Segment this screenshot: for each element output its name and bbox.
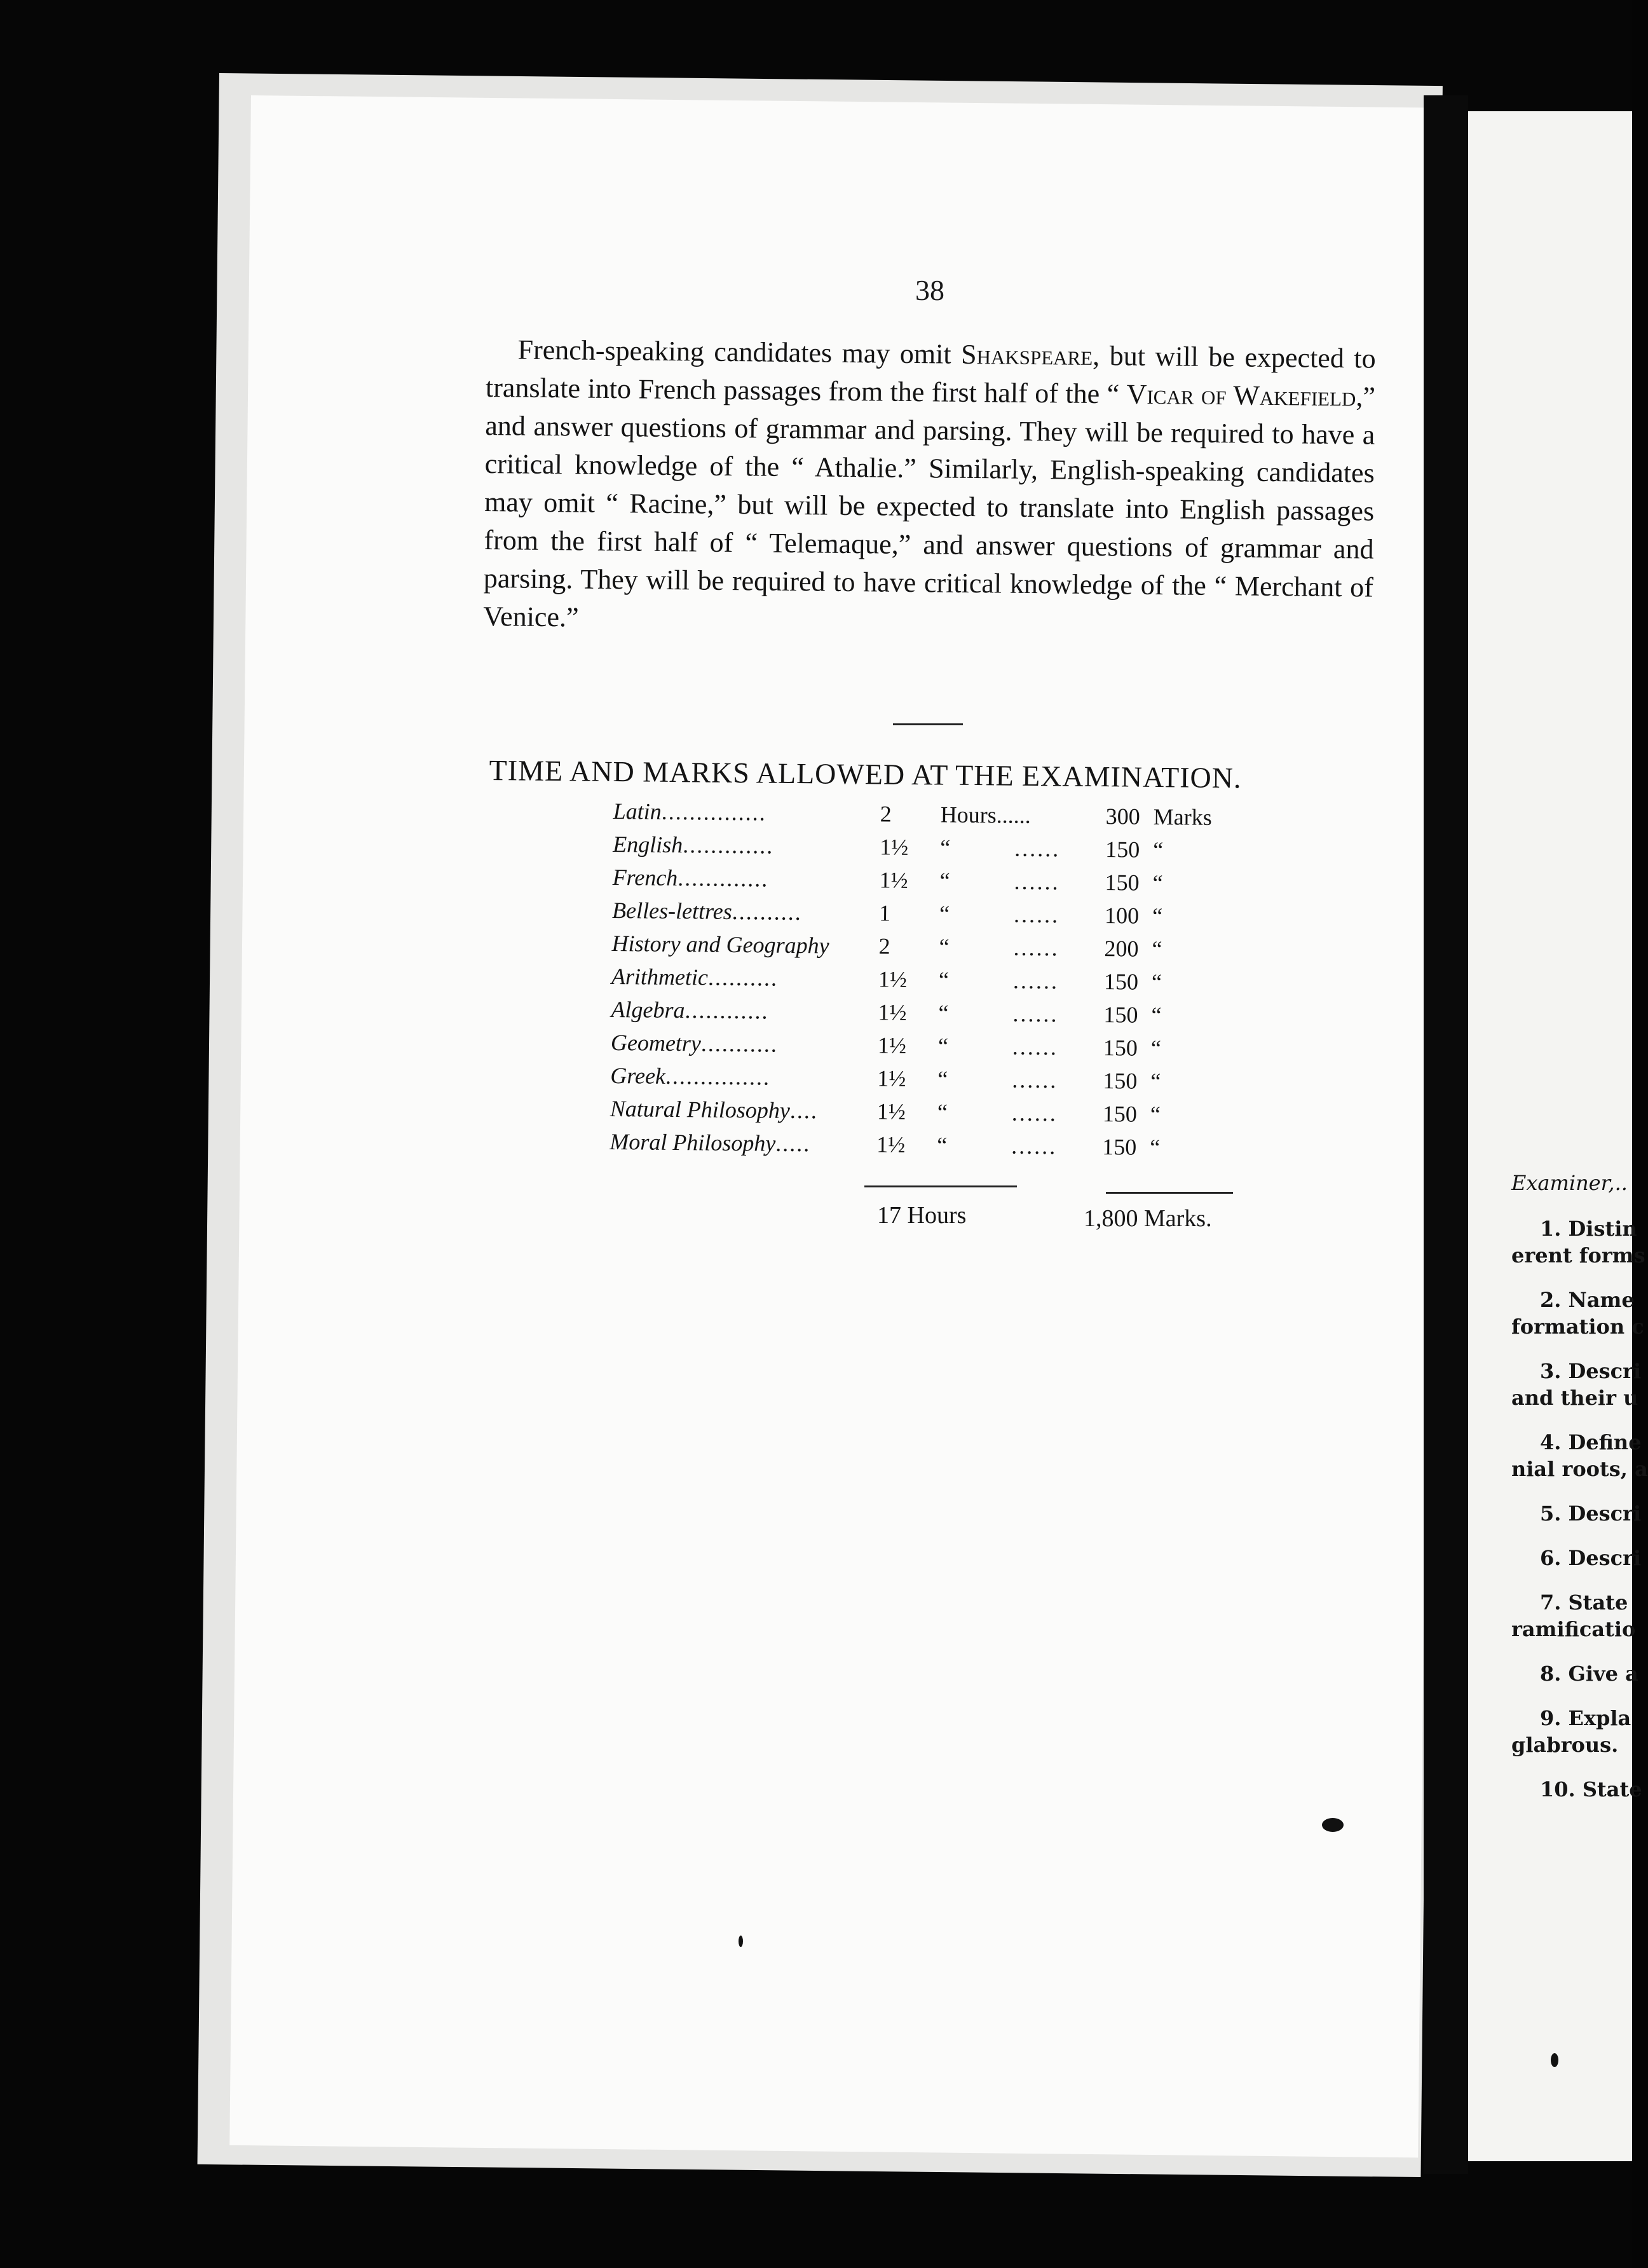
hours-unit: “ bbox=[939, 934, 950, 960]
subject-name: Geometry bbox=[610, 1029, 702, 1056]
hours-unit: “ bbox=[938, 1000, 949, 1026]
subject-cell bbox=[610, 1095, 818, 1124]
hours-unit: “ bbox=[939, 835, 951, 861]
subject-cell bbox=[611, 1029, 778, 1058]
marks-unit: “ bbox=[1150, 1035, 1162, 1062]
marks-unit: “ bbox=[1152, 903, 1163, 929]
table-row bbox=[609, 1128, 1245, 1168]
marks-cell: 150 bbox=[1103, 1002, 1138, 1028]
leader-dots: ...... bbox=[1011, 1133, 1058, 1159]
question-line: 6. Descri bbox=[1540, 1546, 1642, 1570]
leader-dots: ............. bbox=[678, 865, 769, 892]
marks-cell: 150 bbox=[1103, 1035, 1138, 1061]
subject-cell bbox=[610, 1062, 770, 1091]
question-fragment bbox=[1511, 1589, 1636, 1643]
examiner-label: Examiner,.. bbox=[1511, 1171, 1628, 1195]
hours-cell: 1½ bbox=[877, 1032, 907, 1058]
marks-table bbox=[609, 798, 1249, 1168]
leader-dots: ........... bbox=[700, 1030, 779, 1057]
question-line: 10. State bbox=[1540, 1777, 1642, 1801]
subject-name: French bbox=[612, 864, 678, 891]
marks-unit: “ bbox=[1152, 936, 1162, 962]
hours-cell: 2 bbox=[878, 933, 890, 959]
hours-cell: 1½ bbox=[876, 1098, 906, 1124]
hours-cell: 1½ bbox=[876, 1131, 906, 1158]
hours-cell: 1 bbox=[878, 900, 891, 926]
question-fragment bbox=[1511, 1215, 1645, 1269]
subject-name: History and Geography bbox=[611, 930, 829, 959]
subject-name: Greek bbox=[610, 1062, 666, 1089]
leader-dots: ............. bbox=[683, 832, 774, 859]
paragraph-run: French-speaking candidates may omit bbox=[517, 334, 962, 370]
marks-cell: 150 bbox=[1103, 969, 1139, 995]
marks-unit: “ bbox=[1152, 837, 1164, 863]
marks-cell: 150 bbox=[1105, 837, 1140, 863]
leader-dots: ...... bbox=[1014, 835, 1061, 862]
leader-dots: .......... bbox=[707, 964, 779, 991]
subject-name: Latin bbox=[613, 798, 662, 824]
marks-cell: 150 bbox=[1102, 1101, 1138, 1127]
hours-unit: “ bbox=[937, 1132, 948, 1158]
hours-cell: 1½ bbox=[878, 966, 908, 992]
leader-dots: ..... bbox=[775, 1130, 811, 1157]
marks-unit: Marks bbox=[1153, 803, 1212, 830]
question-line: 8. Give a bbox=[1540, 1662, 1638, 1686]
leader-dots: ...... bbox=[1012, 1067, 1058, 1093]
hours-cell: 1½ bbox=[880, 834, 909, 860]
page-number: 38 bbox=[915, 274, 944, 306]
leader-dots: ...... bbox=[1011, 1100, 1058, 1126]
right-page-text bbox=[1511, 1170, 1648, 1821]
leader-dots: ...... bbox=[1012, 1034, 1059, 1060]
question-line: 3. Descri bbox=[1540, 1359, 1642, 1383]
subject-name: Belles-lettres bbox=[611, 897, 732, 924]
leader-dots: ............... bbox=[661, 798, 767, 826]
question-line: ramificatio bbox=[1511, 1617, 1636, 1641]
marks-total: 1,800 Marks. bbox=[1084, 1205, 1212, 1232]
marks-cell: 300 bbox=[1105, 803, 1140, 830]
question-line: 9. Expla bbox=[1540, 1706, 1631, 1730]
hours-unit: “ bbox=[937, 1066, 948, 1092]
marks-cell: 100 bbox=[1104, 903, 1140, 929]
subject-cell bbox=[612, 864, 768, 892]
subject-cell bbox=[609, 1128, 810, 1157]
question-fragment bbox=[1511, 1429, 1648, 1482]
marks-cell: 150 bbox=[1102, 1134, 1137, 1160]
small-caps-title: Shakspeare bbox=[960, 338, 1093, 371]
hours-cell: 1½ bbox=[878, 999, 907, 1025]
question-fragment bbox=[1511, 1500, 1642, 1527]
hours-total: 17 Hours bbox=[877, 1202, 967, 1229]
section-divider bbox=[893, 723, 963, 725]
leader-dots: .......... bbox=[732, 898, 802, 926]
marks-cell: 150 bbox=[1103, 1068, 1138, 1094]
question-line: erent forms bbox=[1511, 1243, 1645, 1267]
hours-cell: 1½ bbox=[877, 1065, 906, 1091]
question-fragment bbox=[1511, 1776, 1642, 1803]
leader-dots: ............... bbox=[665, 1063, 771, 1090]
subject-cell bbox=[611, 963, 778, 992]
marks-unit: “ bbox=[1151, 1002, 1162, 1028]
ink-speck bbox=[1322, 1818, 1344, 1832]
totals-row bbox=[877, 1201, 1212, 1232]
hours-unit: “ bbox=[937, 1099, 948, 1125]
hours-unit: Hours...... bbox=[940, 802, 1031, 828]
small-caps-title: Vicar of Wakefield bbox=[1126, 378, 1356, 413]
question-line: 1. Distin bbox=[1540, 1217, 1637, 1241]
question-line: glabrous. bbox=[1511, 1733, 1619, 1757]
leader-dots: ...... bbox=[1012, 1001, 1059, 1027]
leader-dots: .... bbox=[789, 1097, 819, 1124]
table-title: TIME AND MARKS ALLOWED AT THE EXAMINATION. bbox=[489, 754, 1242, 795]
subject-cell bbox=[613, 798, 766, 826]
subject-cell bbox=[611, 996, 768, 1025]
ink-speck bbox=[1551, 2053, 1558, 2067]
marks-unit: “ bbox=[1150, 1134, 1161, 1161]
hours-unit: “ bbox=[938, 967, 950, 993]
subject-cell bbox=[613, 831, 773, 859]
paragraph-run: ,” and answer questions of grammar and parsing. They will be required to have a critical knowledge of the “ Athalie.” Similarly, English-speaking candidates may omit “ Racine,” but will be expected to translate into English passages from the first half of “ Telemaque,” and answer questions of grammar and parsing. They will be required to have critical knowledge of the “ Merchant of Venice.” bbox=[483, 381, 1376, 633]
hours-cell: 1½ bbox=[879, 867, 908, 893]
question-fragment bbox=[1511, 1358, 1642, 1411]
question-fragment bbox=[1511, 1287, 1644, 1340]
marks-cell: 150 bbox=[1105, 870, 1140, 896]
subject-name: Algebra bbox=[611, 996, 685, 1023]
question-line: and their u bbox=[1511, 1386, 1638, 1410]
question-line: nial roots, a bbox=[1511, 1457, 1648, 1481]
paragraph-text bbox=[483, 331, 1376, 645]
hours-cell: 2 bbox=[880, 801, 892, 827]
question-line: 5. Descri bbox=[1540, 1501, 1642, 1526]
ink-speck bbox=[739, 1936, 743, 1947]
question-line: 2. Name bbox=[1540, 1288, 1635, 1312]
subject-name: Moral Philosophy bbox=[609, 1128, 776, 1156]
marks-total-rule bbox=[1106, 1192, 1233, 1194]
marks-unit: “ bbox=[1152, 870, 1163, 896]
hours-unit: “ bbox=[939, 901, 950, 927]
question-fragment bbox=[1511, 1545, 1642, 1571]
book-gutter bbox=[1424, 95, 1468, 2174]
marks-unit: “ bbox=[1150, 1068, 1161, 1095]
right-page bbox=[1468, 111, 1648, 2161]
question-line: 4. Define bbox=[1540, 1430, 1642, 1454]
leader-dots: ...... bbox=[1014, 868, 1060, 895]
leader-dots: ...... bbox=[1013, 901, 1060, 928]
marks-unit: “ bbox=[1150, 1101, 1161, 1128]
question-fragment bbox=[1511, 1705, 1632, 1758]
question-line: 7. State bbox=[1540, 1590, 1628, 1615]
subject-cell bbox=[612, 897, 802, 926]
paragraph-run: , but will be expected to translate into French passages from the first half of the “ bbox=[485, 339, 1376, 410]
leader-dots: ............ bbox=[684, 997, 769, 1024]
subject-name: English bbox=[613, 831, 683, 858]
subject-name: Arithmetic bbox=[611, 963, 709, 990]
hours-unit: “ bbox=[939, 868, 950, 894]
subject-name: Natural Philosophy bbox=[609, 1095, 791, 1123]
subject-cell bbox=[611, 930, 829, 959]
question-fragment bbox=[1511, 1660, 1638, 1687]
marks-cell: 200 bbox=[1104, 936, 1139, 962]
hours-total-rule bbox=[864, 1185, 1017, 1187]
leader-dots: ...... bbox=[1013, 934, 1059, 961]
leader-dots: ...... bbox=[1012, 967, 1059, 994]
marks-unit: “ bbox=[1151, 969, 1162, 995]
question-line: formation c bbox=[1511, 1315, 1644, 1339]
hours-unit: “ bbox=[937, 1033, 949, 1059]
body-paragraph bbox=[483, 331, 1376, 645]
